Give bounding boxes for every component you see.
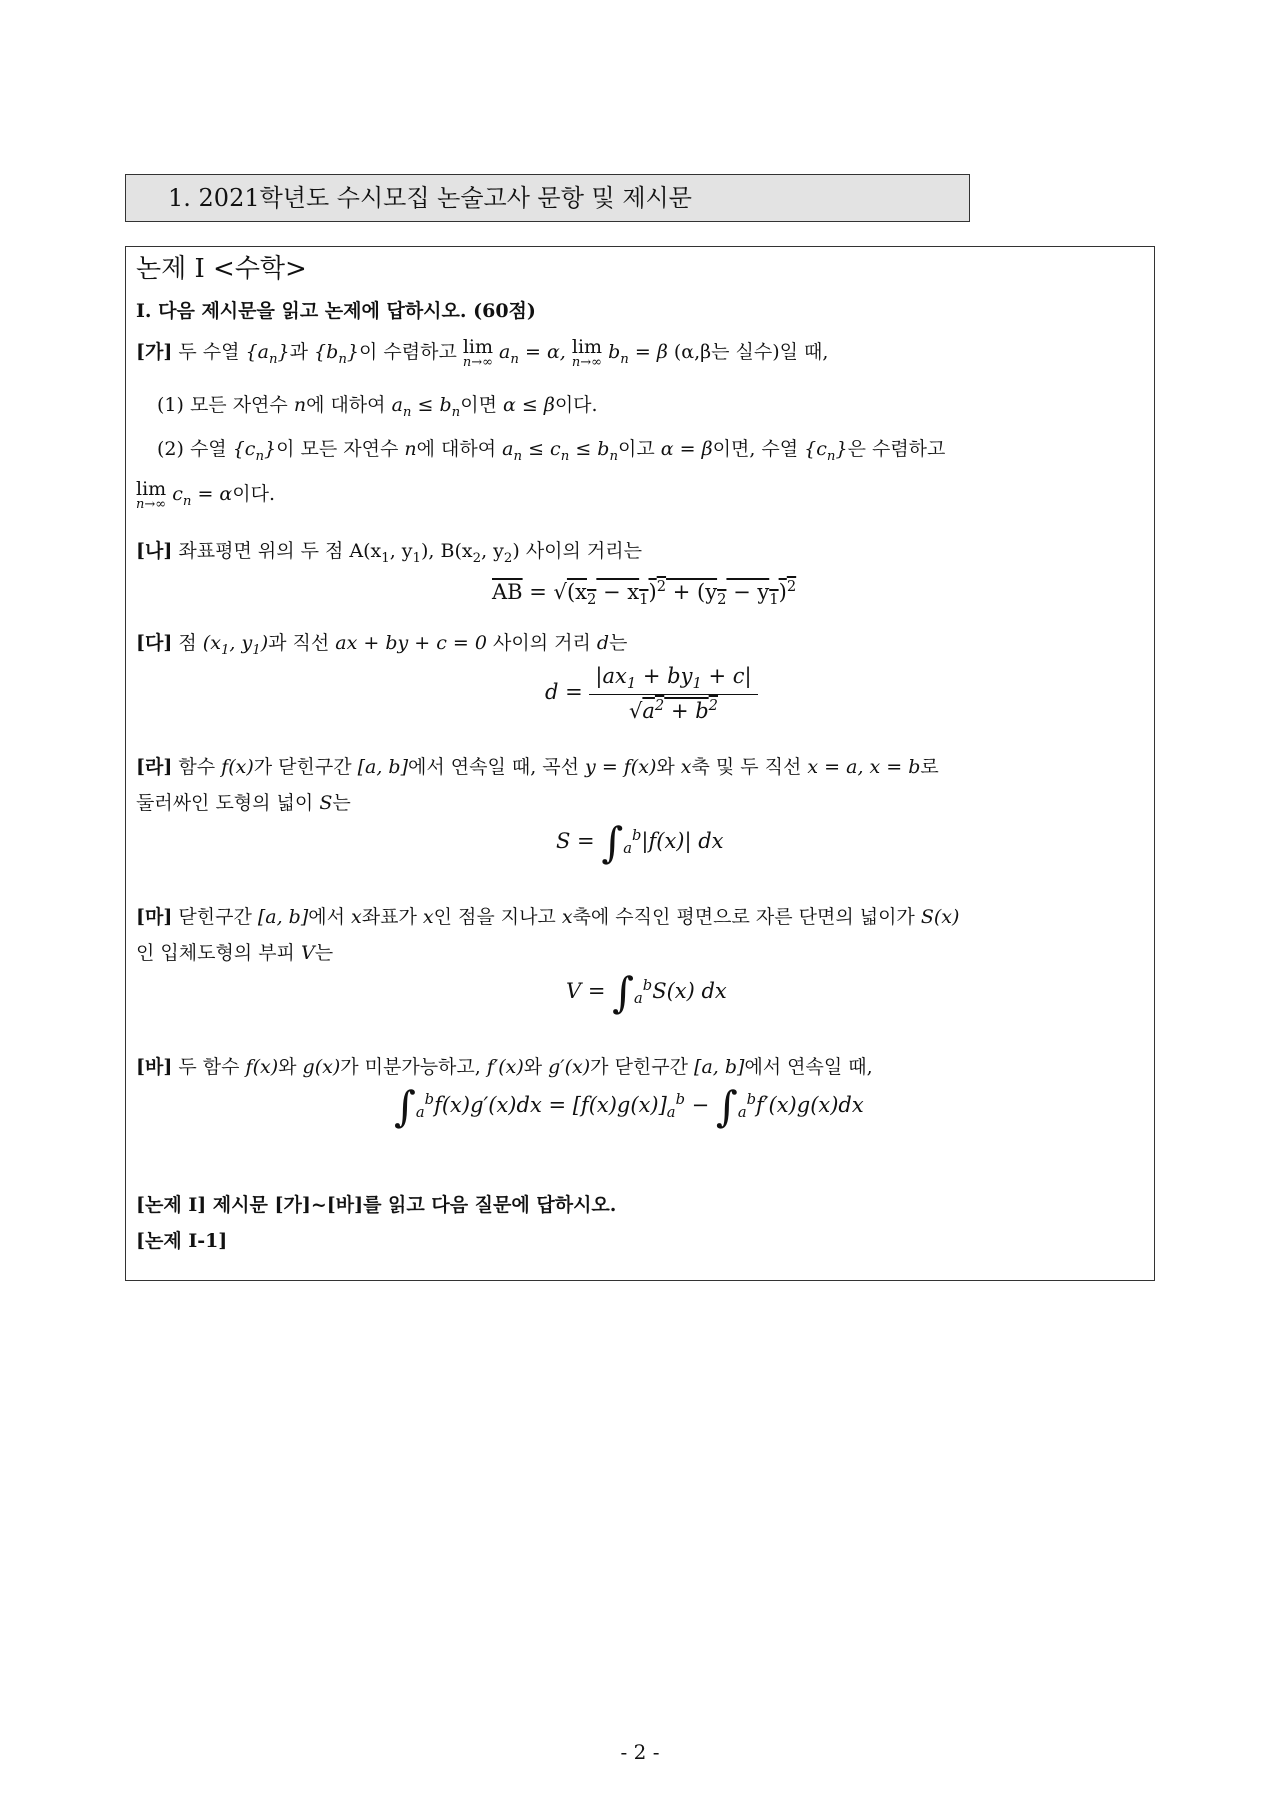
page-number: - 2 - [620, 1740, 660, 1764]
question-number: [논제 I-1] [136, 1230, 228, 1252]
distance-formula: $\overline{AB} = √(x_2 - x_1)^2 + (y_2 - y_1)^2$ [492, 578, 797, 609]
passage-na-intro: [나] 좌표평면 위의 두 점 $A(x_1$, $y_1$), $B(x_2$, $y_2$) 사이의 거리는 [136, 540, 642, 566]
passage-ga-item2-end: lim n→∞ $c_n = \alpha$이다. [136, 478, 276, 512]
passage-ba-intro: [바] 두 함수 f(x)와 g(x)가 미분가능하고, f′(x)와 g′(x)가 닫힌구간 [a, b]에서 연속일 때, [136, 1056, 873, 1078]
volume-integral-formula: $V = \int_a^bS(x)$ dx [566, 968, 727, 1017]
integration-by-parts-formula: $\int_a^bf(x)g'(x)dx = [f(x)g(x)]_a^b - \int_a^bf'(x)g(x)dx$ [394, 1082, 864, 1131]
passage-ga-intro: [가] 두 수열 $\{a_n\}$과 $\{b_n\}$이 수렴하고 lim n→∞ $a_n = \alpha$, lim n→∞ $b_n = \beta$ (α,β는 실수)일 때, [136, 336, 829, 370]
question-prompt: [논제 I] 제시문 [가]~[바]를 읽고 다음 질문에 답하시오. [136, 1194, 617, 1216]
passage-ra-intro: [라] 함수 f(x)가 닫힌구간 [a, b]에서 연속일 때, 곡선 y = f(x)와 x축 및 두 직선 x = a, x = b로 [136, 756, 939, 778]
instruction: I. 다음 제시문을 읽고 논제에 답하시오. (60점) [136, 300, 536, 322]
passage-da-intro: [다] 점 ($x_1$, $y_1$)과 직선 ax + by + c = 0 사이의 거리 d는 [136, 632, 628, 658]
passage-ma-line2: 인 입체도형의 부피 V는 [136, 942, 334, 964]
passage-ma-intro: [마] 닫힌구간 [a, b]에서 x좌표가 x인 점을 지나고 x축에 수직인 평면으로 자른 단면의 넓이가 S(x) [136, 906, 960, 928]
problem-heading: 논제 I <수학> [136, 254, 307, 284]
section-title: 1. 2021학년도 수시모집 논술고사 문항 및 제시문 [125, 174, 970, 222]
point-line-distance-formula: d = $\frac{|ax_1 + by_1 + c|}{√a^2 + b^2}$ [545, 664, 758, 723]
passage-ra-line2: 둘러싸인 도형의 넓이 S는 [136, 792, 351, 814]
passage-ga-item2: (2) 수열 $\{c_n\}$이 모든 자연수 n에 대하여 $a_n \le c_n \le b_n$이고 α = β이면, 수열 $\{c_n\}$은 수렴하고 [157, 438, 946, 464]
passage-ga-item1: (1) 모든 자연수 n에 대하여 $a_n \le b_n$이면 α ≤ β이다. [157, 394, 598, 420]
area-integral-formula: $S = \int_a^b|f(x)|$ dx [556, 818, 724, 867]
